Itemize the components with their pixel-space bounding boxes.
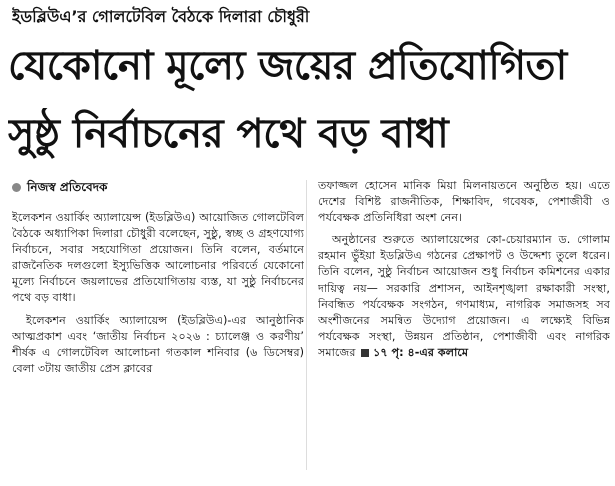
- article-column-left: [12, 210, 304, 486]
- continuation-text: ১৭ পৃ: ৪-এর কলামে: [373, 345, 469, 359]
- paragraph: ইলেকশন ওয়ার্কিং অ্যালায়েন্স (ইডব্লিউএ) আয়োজিত গোলটেবিল বৈঠকে অধ্যাপিকা দিলারা চৌধুরী বলেছেন, সুষ্ঠু, স্বচ্ছ ও গ্রহণযোগ্য নির্বাচনে, সবার সহযোগিতা প্রয়োজন। তিনি বলেন, বর্তমানে রাজনৈতিক দলগুলো ইস্যুভিত্তিক আলোচনার পরিবর্তে যেকোনো মূল্যে নির্বাচনে জয়লাভের প্রতিযোগিতায় ব্যস্ত, যা সুষ্ঠু নির্বাচনের পথে বড় বাধা।: [12, 211, 304, 305]
- headline-line-1: যেকোনো মূল্যে জয়ের প্রতিযোগিতা: [8, 43, 567, 89]
- paragraph-text: অনুষ্ঠানের শুরুতে অ্যালায়েন্সের কো-চেয়ারম্যান ড. গোলাম রহমান ভুঁইয়া ইডব্লিউএ গঠনের প্রেক্ষাপট ও উদ্দেশ্য তুলে ধরেন। তিনি বলেন, সুষ্ঠু নির্বাচন আয়োজন শুধু নির্বাচন কমিশনের একার দায়িত্ব নয়— সরকারি প্রশাসন, আইনশৃঙ্খলা রক্ষাকারী সংস্থা, নিবন্ধিত পর্যবেক্ষক সংগঠন, গণমাধ্যম, নাগরিক সমাজসহ সব অংশীজনের সমন্বিত উদ্যোগ প্রয়োজন। এ লক্ষ্যেই বিভিন্ন পর্যবেক্ষক সংস্থা, উন্নয়ন প্রতিষ্ঠান, পেশাজীবী এবং নাগরিক সমাজের: [318, 233, 610, 359]
- byline-bullet-icon: [12, 183, 21, 192]
- column-divider: [306, 180, 307, 470]
- byline: [12, 178, 292, 196]
- continuation-square-icon: [361, 349, 369, 357]
- byline-text: নিজস্ব প্রতিবেদক: [27, 180, 108, 194]
- paragraph: ইলেকশন ওয়ার্কিং অ্যালায়েন্স (ইডব্লিউএ)-এর আনুষ্ঠানিক আত্মপ্রকাশ এবং ‘জাতীয় নির্বাচন ২০২৬ : চ্যালেঞ্জ ও করণীয়’ শীর্ষক এ গোলটেবিল আলোচনা গতকাল শনিবার (৬ ডিসেম্বর) বেলা ৩টায় জাতীয় প্রেস ক্লাবের: [12, 313, 304, 375]
- article-column-right: [318, 178, 610, 476]
- continuation-link[interactable]: [359, 346, 468, 359]
- headline-line-2: সুষ্ঠু নির্বাচনের পথে বড় বাধা: [8, 111, 449, 157]
- paragraph: [318, 232, 610, 361]
- article-kicker: ইডব্লিউএ’র গোলটেবিল বৈঠকে দিলারা চৌধুরী: [12, 7, 310, 26]
- paragraph: তফাজ্জল হোসেন মানিক মিয়া মিলনায়তনে অনুষ্ঠিত হয়। এতে দেশের বিশিষ্ট রাজনীতিক, শিক্ষাবিদ, গবেষক, পেশাজীবী ও পর্যবেক্ষক প্রতিনিধিরা অংশ নেন।: [318, 179, 610, 225]
